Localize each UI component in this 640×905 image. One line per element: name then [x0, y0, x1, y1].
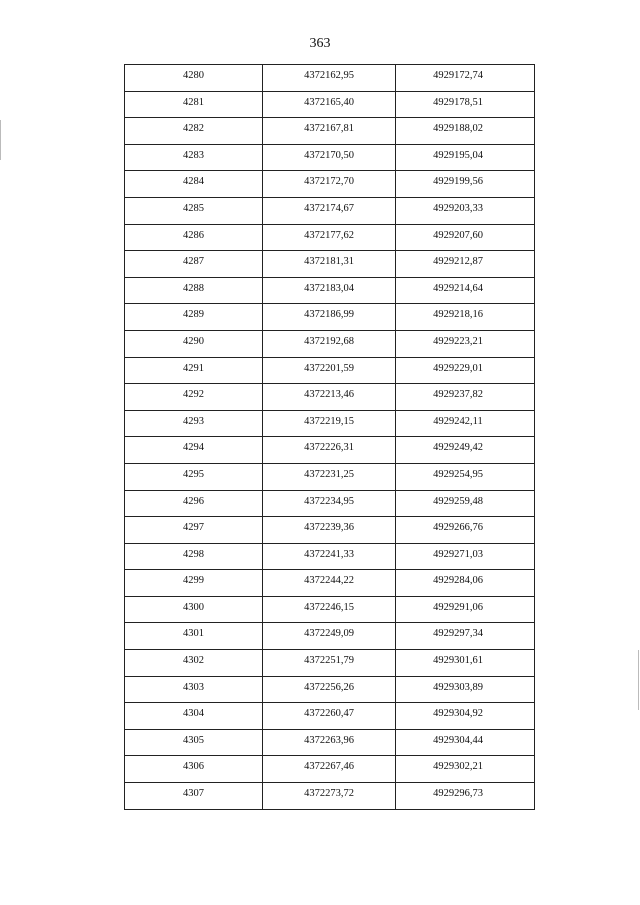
coordinates-table-body — [125, 65, 535, 810]
y-coordinate-cell: 4929297,34 — [396, 623, 535, 650]
x-coordinate-cell: 4372213,46 — [263, 384, 396, 411]
table-row — [125, 463, 535, 490]
y-coordinate-cell: 4929291,06 — [396, 596, 535, 623]
point-number-cell: 4300 — [125, 596, 263, 623]
y-coordinate-cell: 4929284,06 — [396, 570, 535, 597]
table-row — [125, 756, 535, 783]
x-coordinate-cell: 4372267,46 — [263, 756, 396, 783]
point-number-cell: 4304 — [125, 703, 263, 730]
x-coordinate-cell: 4372172,70 — [263, 171, 396, 198]
y-coordinate-cell: 4929229,01 — [396, 357, 535, 384]
table-row — [125, 251, 535, 278]
y-coordinate-cell: 4929178,51 — [396, 91, 535, 118]
x-coordinate-cell: 4372234,95 — [263, 490, 396, 517]
y-coordinate-cell: 4929266,76 — [396, 517, 535, 544]
x-coordinate-cell: 4372260,47 — [263, 703, 396, 730]
point-number-cell: 4298 — [125, 543, 263, 570]
point-number-cell: 4291 — [125, 357, 263, 384]
y-coordinate-cell: 4929242,11 — [396, 410, 535, 437]
table-row — [125, 171, 535, 198]
x-coordinate-cell: 4372165,40 — [263, 91, 396, 118]
coordinates-table — [124, 64, 535, 810]
table-row — [125, 783, 535, 810]
left-edge-mark — [0, 120, 1, 160]
x-coordinate-cell: 4372167,81 — [263, 118, 396, 145]
y-coordinate-cell: 4929304,92 — [396, 703, 535, 730]
y-coordinate-cell: 4929203,33 — [396, 197, 535, 224]
page-number: 363 — [309, 36, 331, 51]
x-coordinate-cell: 4372263,96 — [263, 729, 396, 756]
y-coordinate-cell: 4929223,21 — [396, 330, 535, 357]
x-coordinate-cell: 4372186,99 — [263, 304, 396, 331]
y-coordinate-cell: 4929188,02 — [396, 118, 535, 145]
table-row — [125, 596, 535, 623]
y-coordinate-cell: 4929218,16 — [396, 304, 535, 331]
table-row — [125, 65, 535, 92]
y-coordinate-cell: 4929214,64 — [396, 277, 535, 304]
table-row — [125, 197, 535, 224]
y-coordinate-cell: 4929301,61 — [396, 650, 535, 677]
table-row — [125, 118, 535, 145]
y-coordinate-cell: 4929259,48 — [396, 490, 535, 517]
table-row — [125, 570, 535, 597]
x-coordinate-cell: 4372183,04 — [263, 277, 396, 304]
x-coordinate-cell: 4372231,25 — [263, 463, 396, 490]
point-number-cell: 4296 — [125, 490, 263, 517]
point-number-cell: 4297 — [125, 517, 263, 544]
table-row — [125, 357, 535, 384]
table-row — [125, 650, 535, 677]
point-number-cell: 4301 — [125, 623, 263, 650]
point-number-cell: 4294 — [125, 437, 263, 464]
x-coordinate-cell: 4372181,31 — [263, 251, 396, 278]
point-number-cell: 4288 — [125, 277, 263, 304]
table-row — [125, 543, 535, 570]
x-coordinate-cell: 4372219,15 — [263, 410, 396, 437]
table-row — [125, 623, 535, 650]
table-row — [125, 304, 535, 331]
table-row — [125, 91, 535, 118]
y-coordinate-cell: 4929271,03 — [396, 543, 535, 570]
x-coordinate-cell: 4372226,31 — [263, 437, 396, 464]
point-number-cell: 4283 — [125, 144, 263, 171]
x-coordinate-cell: 4372273,72 — [263, 783, 396, 810]
y-coordinate-cell: 4929296,73 — [396, 783, 535, 810]
point-number-cell: 4289 — [125, 304, 263, 331]
x-coordinate-cell: 4372241,33 — [263, 543, 396, 570]
table-row — [125, 676, 535, 703]
y-coordinate-cell: 4929302,21 — [396, 756, 535, 783]
y-coordinate-cell: 4929254,95 — [396, 463, 535, 490]
point-number-cell: 4305 — [125, 729, 263, 756]
y-coordinate-cell: 4929199,56 — [396, 171, 535, 198]
y-coordinate-cell: 4929304,44 — [396, 729, 535, 756]
y-coordinate-cell: 4929303,89 — [396, 676, 535, 703]
x-coordinate-cell: 4372177,62 — [263, 224, 396, 251]
table-row — [125, 703, 535, 730]
point-number-cell: 4280 — [125, 65, 263, 92]
point-number-cell: 4281 — [125, 91, 263, 118]
point-number-cell: 4290 — [125, 330, 263, 357]
point-number-cell: 4282 — [125, 118, 263, 145]
x-coordinate-cell: 4372251,79 — [263, 650, 396, 677]
point-number-cell: 4287 — [125, 251, 263, 278]
table-row — [125, 330, 535, 357]
point-number-cell: 4284 — [125, 171, 263, 198]
table-row — [125, 224, 535, 251]
point-number-cell: 4299 — [125, 570, 263, 597]
table-row — [125, 517, 535, 544]
x-coordinate-cell: 4372256,26 — [263, 676, 396, 703]
point-number-cell: 4303 — [125, 676, 263, 703]
y-coordinate-cell: 4929249,42 — [396, 437, 535, 464]
table-row — [125, 277, 535, 304]
point-number-cell: 4295 — [125, 463, 263, 490]
point-number-cell: 4292 — [125, 384, 263, 411]
x-coordinate-cell: 4372239,36 — [263, 517, 396, 544]
point-number-cell: 4306 — [125, 756, 263, 783]
x-coordinate-cell: 4372246,15 — [263, 596, 396, 623]
y-coordinate-cell: 4929237,82 — [396, 384, 535, 411]
y-coordinate-cell: 4929207,60 — [396, 224, 535, 251]
point-number-cell: 4302 — [125, 650, 263, 677]
point-number-cell: 4285 — [125, 197, 263, 224]
table-row — [125, 410, 535, 437]
table-row — [125, 144, 535, 171]
x-coordinate-cell: 4372162,95 — [263, 65, 396, 92]
x-coordinate-cell: 4372174,67 — [263, 197, 396, 224]
right-edge-mark — [638, 650, 639, 710]
table-row — [125, 490, 535, 517]
x-coordinate-cell: 4372192,68 — [263, 330, 396, 357]
y-coordinate-cell: 4929172,74 — [396, 65, 535, 92]
x-coordinate-cell: 4372170,50 — [263, 144, 396, 171]
point-number-cell: 4286 — [125, 224, 263, 251]
table-row — [125, 384, 535, 411]
table-row — [125, 729, 535, 756]
y-coordinate-cell: 4929195,04 — [396, 144, 535, 171]
x-coordinate-cell: 4372244,22 — [263, 570, 396, 597]
y-coordinate-cell: 4929212,87 — [396, 251, 535, 278]
x-coordinate-cell: 4372201,59 — [263, 357, 396, 384]
point-number-cell: 4307 — [125, 783, 263, 810]
point-number-cell: 4293 — [125, 410, 263, 437]
table-row — [125, 437, 535, 464]
x-coordinate-cell: 4372249,09 — [263, 623, 396, 650]
